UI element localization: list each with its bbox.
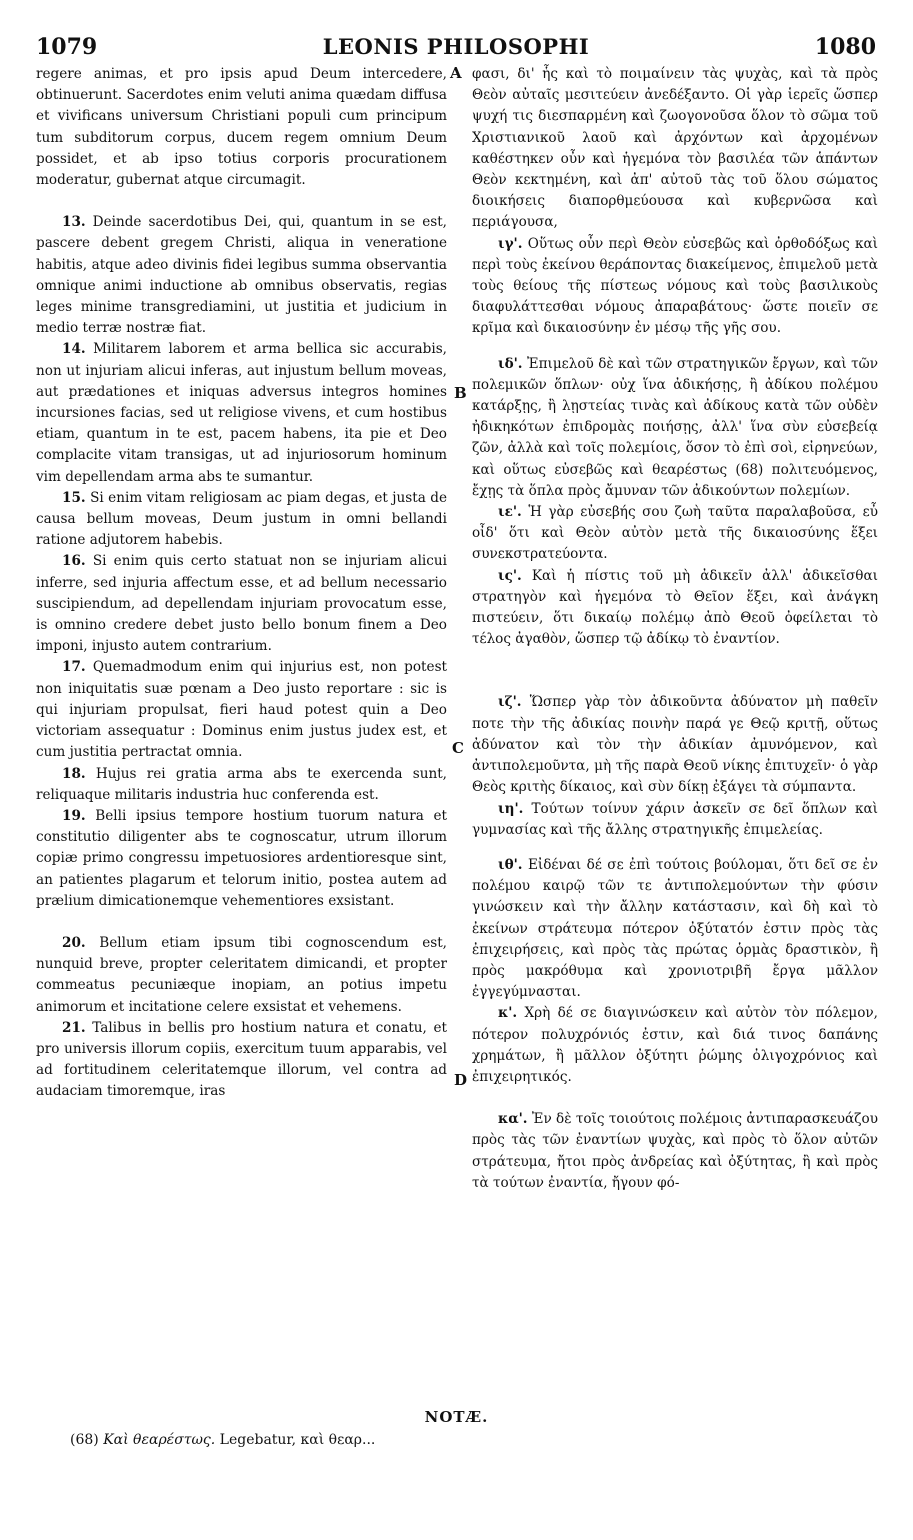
section-number: ιε'. (498, 504, 522, 521)
greek-section-17 (472, 692, 878, 798)
section-number: 13. (62, 214, 86, 231)
latin-section-18 (36, 764, 447, 806)
section-number: 18. (62, 765, 86, 782)
section-text: Οὕτως οὖν περὶ Θεὸν εὐσεβῶς καὶ ὀρθοδόξως καὶ περὶ τοὺς ἐκείνου θεράποντας διακείμενος, ἐπιμελοῦ μετὰ τοὺς θείους τῆς πίστεως νόμους καὶ τοὺς βασιλικοὺς διαφυλάττεσθαι νόμους ἀπαραβάτους· ὥστε ποιεῖν σε κρῖμα καὶ δικαιοσύνην ἐν μέσῳ τῆς γῆς σου. (472, 235, 878, 337)
latin-section-15 (36, 488, 447, 552)
latin-section-19 (36, 806, 447, 912)
section-text: Si enim quis certo statuat non se injuriam alicui inferre, sed injuria affectum esse, et ad bellum necessario suscipiendum, ad depellendam injuriam provocatum esse, is omnino credere debet justo bello bonum finem a Deo imponi, injusto autem contrarium. (36, 553, 447, 655)
section-text: Bellum etiam ipsum tibi cognoscendum est, nunquid breve, propter celeritatem dimicandi, et propter commeatus pecuniæque inopiam, an potius impetu animorum et incitatione celere exsistat et vehemens. (36, 934, 447, 1015)
section-number: 15. (62, 489, 86, 506)
section-number: ιγ'. (498, 235, 523, 252)
section-text: Talibus in bellis pro hostium natura et conatu, et pro universis illorum copiis, exercitum tuum apparabis, vel ad fortitudinem celeritatemque illorum, vel contra ad audaciam timoremque, iras (36, 1019, 447, 1100)
section-number: ιη'. (498, 800, 524, 817)
greek-section-19 (472, 855, 878, 1003)
greek-column (472, 64, 878, 1194)
footnote-number: (68) (70, 1432, 99, 1448)
greek-paragraph-continued: φασι, δι' ἧς καὶ τὸ ποιμαίνειν τὰς ψυχὰς, καὶ τὰ πρὸς Θεὸν αὐταῖς μεσιτεύειν ἀνεδέξαντο. Οἱ γὰρ ἱερεῖς ὥσπερ ψυχή τις διεσπαρμένη καὶ ζωογονοῦσα ὅλον τὸ σῶμα τοῦ Χριστιανικοῦ λαοῦ καὶ ἀρχόντων καὶ ἀρχομένων καθέστηκεν οὖν καὶ ἡγεμόνα τὸν βασιλέα τῶν ἁπάντων Θεὸν κεκτημένη, καὶ ἀπ' αὐτοῦ τὰς τοῦ ὅλου σώματος διοικήσεις διαπορθμεύουσα καὶ κυβερνῶσα καὶ περιάγουσα, (472, 66, 878, 231)
section-number: ις'. (498, 567, 522, 584)
greek-section-18 (472, 799, 878, 841)
footnote (70, 1432, 375, 1448)
section-text: Καὶ ἡ πίστις τοῦ μὴ ἀδικεῖν ἀλλ' ἀδικεῖσθαι στρατηγὸν καὶ ἡγεμόνα τὸ Θεῖον ἕξει, καὶ ἀνάγκη πιστεύειν, ὅτι δικαίῳ πολέμῳ ἀπὸ Θεοῦ ὀφείλεται τὸ τέλος ἀγαθὸν, ὥσπερ τῷ ἀδίκῳ τὸ ἐναντίον. (472, 567, 878, 648)
section-number: κ'. (498, 1005, 518, 1022)
footnote-greek: Καὶ θεαρέστως. (103, 1432, 216, 1448)
section-number: 20. (62, 934, 86, 951)
greek-section-16 (472, 566, 878, 651)
section-text: Τούτων τοίνυν χάριν ἀσκεῖν σε δεῖ ὅπλων καὶ γυμνασίας καὶ τῆς ἄλλης στρατηγικῆς ἐπιμελείας. (472, 800, 878, 838)
greek-section-15 (472, 502, 878, 566)
running-title: LEONIS PHILOSOPHI (322, 34, 590, 59)
greek-section-21 (472, 1109, 878, 1194)
page-number-right: 1080 (814, 34, 876, 60)
section-number: ιζ'. (498, 694, 522, 711)
greek-section-20 (472, 1003, 878, 1088)
notes-heading: NOTÆ. (424, 1408, 489, 1426)
section-marker-c: C (452, 739, 464, 757)
section-text: Si enim vitam religiosam ac piam degas, et justa de causa bellum moveas, Deum justum in omni bellandi ratione adjutorem habebis. (36, 489, 447, 549)
section-number: 14. (62, 341, 86, 358)
section-text: Deinde sacerdotibus Dei, qui, quantum in se est, pascere debent gregem Christi, aliqua in veneratione habitis, atque adeo divinis fidei legibus summa observantia omnique animi inductione ab omnibus observatis, regias leges minime transgrediamini, ut justitia et judicium in medio terræ nostræ fiat. (36, 214, 447, 337)
section-text: Belli ipsius tempore hostium tuorum natura et constitutio diligenter abs te cognoscatur, utrum illorum copiæ primo congressu impetuosiores ardentioresque sint, an patientes plagarum et telorum initio, postea autem ad prælium dimicationemque vehementiores exsistant. (36, 807, 447, 909)
page-header (36, 34, 876, 64)
latin-column (36, 64, 447, 1103)
section-text: Ὥσπερ γὰρ τὸν ἀδικοῦντα ἀδύνατον μὴ παθεῖν ποτε τὴν τῆς ἀδικίας ποινὴν παρά γε Θεῷ κριτῇ, οὕτως ἀδύνατον καὶ τὸν τὴν ἀδικίαν ἀμυνόμενον, καὶ ἀντιπολεμοῦντα, μὴ τῆς παρὰ Θεοῦ νίκης ἐπιτυχεῖν· ὁ γὰρ Θεὸς κριτὴς δίκαιος, καὶ σὺν δίκῃ ἐξάγει τὰ σύμπαντα. (472, 694, 878, 796)
section-number: κα'. (498, 1111, 528, 1128)
greek-section-13 (472, 234, 878, 340)
footnote-text: Legebatur, καὶ θεαρ... (219, 1432, 376, 1448)
page-number-left: 1079 (36, 34, 98, 60)
section-marker-b: B (454, 384, 467, 402)
section-text: Quemadmodum enim qui injurius est, non potest non iniquitatis suæ pœnam a Deo justo reportare : sic is qui injuriam propulsat, fieri haud potest quin a Deo victoriam assequatur : Dominus enim justus judex est, et cum justitia pertractat omnia. (36, 659, 448, 761)
section-marker-d: D (454, 1071, 468, 1089)
latin-section-21 (36, 1018, 447, 1103)
section-number: ιδ'. (498, 355, 523, 372)
section-text: Ἐν δὲ τοῖς τοιούτοις πολέμοις ἀντιπαρασκευάζου πρὸς τὰς τῶν ἐναντίων ψυχὰς, καὶ πρὸς τὸ ὅλον αὐτῶν στράτευμα, ἤτοι πρὸς ἀνδρείας καὶ ὀξύτητας, ἢ καὶ πρὸς τὰ τούτων ἐναντία, ἤγουν φό- (472, 1111, 878, 1191)
section-text: Militarem laborem et arma bellica sic accurabis, non ut injuriam alicui inferas, aut injustum bellum moveas, aut prædationes et iniquas adversus integros homines incursiones facias, sed ut religiose vivens, et cum hostibus etiam, quantum in te est, pacem habens, ita pie et Deo complacite vitam transigas, ut ad injuriosorum hominum vim depellendam arma abs te sumantur. (36, 341, 447, 485)
latin-section-17 (36, 657, 447, 763)
section-number: 16. (62, 553, 86, 570)
section-text: Χρὴ δέ σε διαγινώσκειν καὶ αὐτὸν τὸν πόλεμον, πότερον πολυχρόνιός ἐστιν, καὶ διά τινος δαπάνης χρημάτων, ἢ μᾶλλον ὀξύτητι ῥώμης ὀλιγοχρόνιος καὶ ἐπιχειρητικός. (472, 1005, 878, 1085)
section-text: Ἐπιμελοῦ δὲ καὶ τῶν στρατηγικῶν ἔργων, καὶ τῶν πολεμικῶν ὅπλων· οὐχ ἵνα ἀδικήσῃς, ἢ ἀδίκου πολέμου κατάρξῃς, ἢ λῃστείας τινὰς καὶ ἀδίκους κατὰ τῶν οὐδὲν ἠδικηκότων ἐπιδρομὰς ποιήσῃς, ἀλλ' ἵνα σὺν εὐσεβείᾳ ζῶν, ἀλλὰ καὶ τοῖς πολεμίοις, ὅσον τὸ ἐπὶ σοὶ, εἰρηνεύων, καὶ οὕτως εὐσεβῶς καὶ θεαρέστως (68) πολιτευόμενος, ἔχῃς τὰ ὅπλα πρὸς ἄμυναν τῶν ἀδικούντων πολεμίων. (472, 355, 879, 499)
section-number: 19. (62, 807, 86, 824)
section-text: Εἰδέναι δέ σε ἐπὶ τούτοις βούλομαι, ὅτι δεῖ σε ἐν πολέμου καιρῷ τῶν τε ἀντιπολεμούντων τὴν φύσιν γινώσκειν καὶ τὴν ἄλλην κατάστασιν, καὶ δὴ καὶ τὸ ἐκείνων στράτευμα πότερον ὀξύτατόν ἐστιν πρὸς τὰς ἐπιχειρήσεις, καὶ πρὸς τὰς πρώτας ὁρμὰς δραστικὸν, ἢ πρὸς μακρόθυμα καὶ χρονιοτριβῆ ἔργα μᾶλλον ἐγγεγύμνασται. (472, 856, 879, 1001)
greek-section-14 (472, 354, 878, 502)
section-text: Hujus rei gratia arma abs te exercenda sunt, reliquaque militaris industria huc conferenda est. (36, 765, 448, 803)
section-number: 21. (62, 1019, 86, 1036)
latin-section-14 (36, 339, 447, 487)
section-number: ιθ'. (498, 856, 523, 873)
latin-section-13 (36, 212, 447, 339)
section-number: 17. (62, 659, 86, 676)
latin-section-20 (36, 933, 447, 1018)
latin-paragraph-continued: regere animas, et pro ipsis apud Deum intercedere, obtinuerunt. Sacerdotes enim veluti anima quædam diffusa et vivificans universum Christiani populi cum principum tum subditorum corpus, ducem regem omnium Deum possidet, et ab ipso totius corporis procurationem moderatur, gubernat atque circumagit. (36, 66, 447, 189)
latin-section-16 (36, 551, 447, 657)
section-marker-a: A (450, 64, 462, 82)
section-text: Ἡ γὰρ εὐσεβής σου ζωὴ ταῦτα παραλαβοῦσα, εὖ οἶδ' ὅτι καὶ Θεὸν αὐτὸν μετὰ τῆς δικαιοσύνης ἕξει συνεκστρατεύοντα. (472, 504, 878, 563)
